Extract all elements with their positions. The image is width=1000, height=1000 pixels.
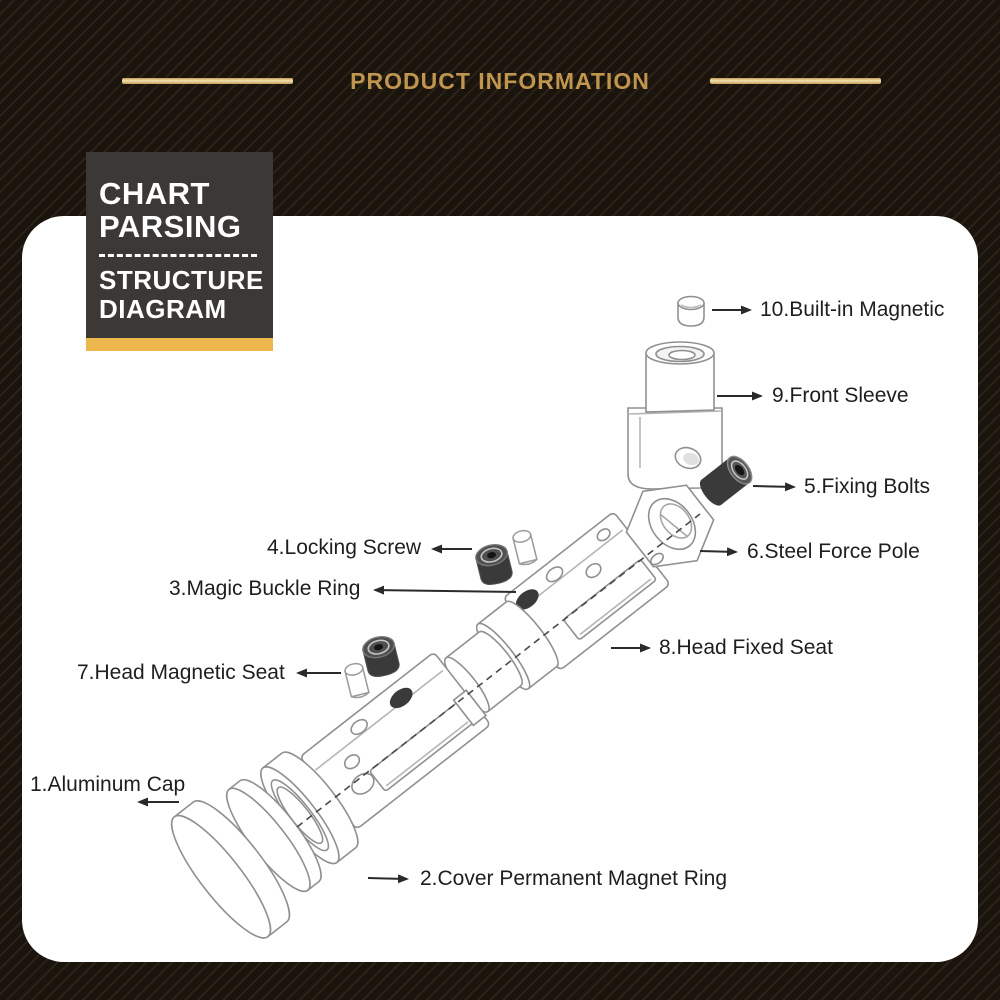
part-label-aluminum-cap: 1.Aluminum Cap (30, 773, 186, 796)
page-title: PRODUCT INFORMATION (350, 68, 650, 94)
part-arrow-magic-buckle-ring (375, 590, 516, 592)
part-arrow-cover-permanent-magnet-ring (368, 878, 407, 879)
part-arrow-steel-force-pole (700, 551, 736, 552)
part-label-front-sleeve: 9.Front Sleeve (772, 384, 909, 407)
part-label-head-fixed-seat: 8.Head Fixed Seat (659, 636, 833, 659)
part-label-magic-buckle-ring: 3.Magic Buckle Ring (169, 577, 361, 600)
part-label-locking-screw: 4.Locking Screw (267, 536, 422, 559)
badge-title-top: CHART PARSING (99, 176, 242, 244)
part-label-built-in-magnetic: 10.Built-in Magnetic (760, 298, 945, 321)
part-locking-screw (474, 542, 514, 588)
part-label-fixing-bolts: 5.Fixing Bolts (804, 475, 931, 498)
part-guide-peg-lower (344, 662, 370, 699)
part-seat-screw (361, 634, 401, 680)
part-built-in-magnetic (678, 297, 704, 327)
badge-title-bottom: STRUCTURE DIAGRAM (99, 264, 264, 325)
part-label-steel-force-pole: 6.Steel Force Pole (747, 540, 920, 563)
part-arrow-fixing-bolts (753, 486, 794, 487)
part-front-sleeve (628, 342, 722, 489)
part-label-head-magnetic-seat: 7.Head Magnetic Seat (77, 661, 285, 684)
part-label-cover-permanent-magnet-ring: 2.Cover Permanent Magnet Ring (420, 867, 727, 890)
part-guide-peg-upper (512, 529, 538, 566)
